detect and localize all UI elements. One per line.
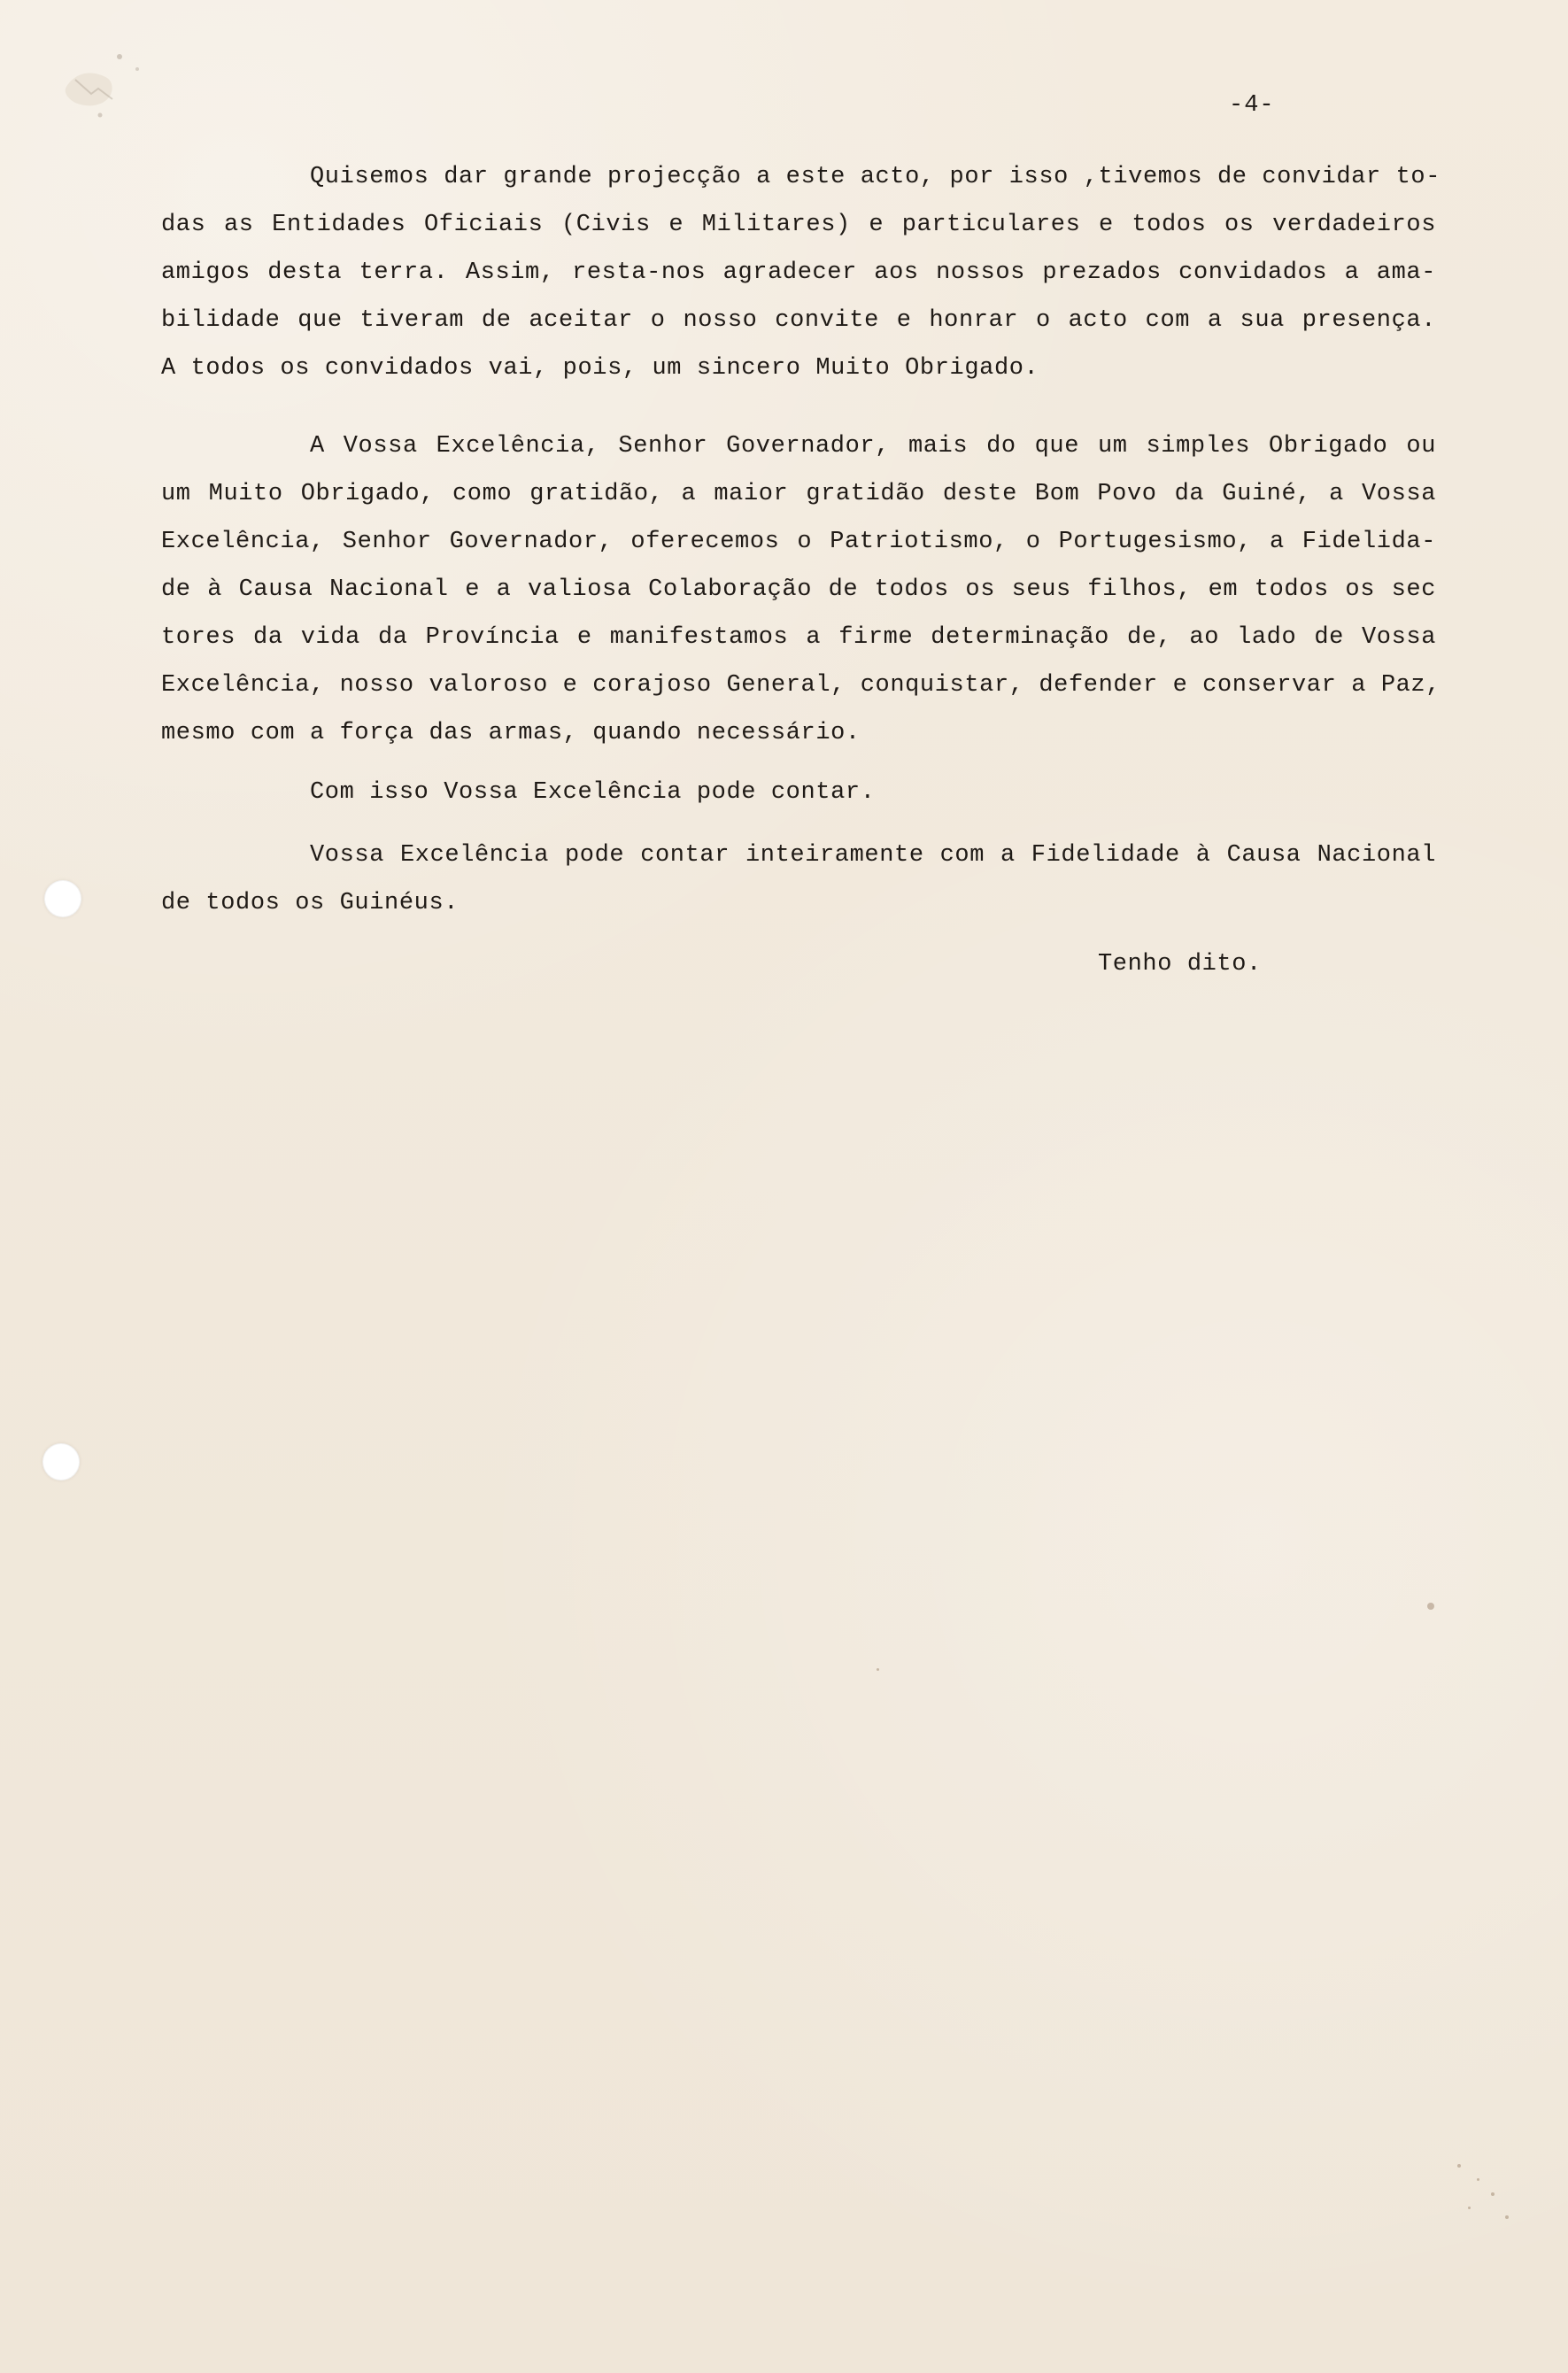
paper-speck [1505,2215,1509,2219]
paragraph-line: Excelência, Senhor Governador, oferecemos o Patriotismo, o Portugesismo, a Fidelida- [161,529,1436,555]
paragraph-2 [161,422,1441,757]
paragraph-3 [161,769,1436,816]
paragraph-line: um Muito Obrigado, como gratidão, a maior gratidão deste Bom Povo da Guiné, a Vossa [161,481,1436,507]
paper-speck [1457,2164,1461,2168]
paragraph-line: Vossa Excelência pode contar inteiramente com a Fidelidade à Causa Nacional [310,842,1436,869]
paragraph-line: das as Entidades Oficiais (Civis e Militares) e particulares e todos os verdadeiros [161,212,1436,238]
paragraph-line: amigos desta terra. Assim, resta-nos agradecer aos nossos prezados convidados a ama- [161,259,1436,286]
corner-stain-mark [49,27,155,133]
paragraph-line: Excelência, nosso valoroso e corajoso General, conquistar, defender e conservar a Paz, [161,672,1441,699]
paper-speck [1491,2192,1495,2196]
punch-hole [44,880,81,917]
signoff: Tenho dito. [1098,951,1262,978]
paper-speck [1468,2207,1471,2209]
paragraph-line: bilidade que tiveram de aceitar o nosso convite e honrar o acto com a sua presença. [161,307,1436,334]
paragraph-4 [161,831,1436,927]
paper-speck [877,1668,879,1671]
paragraph-line: A todos os convidados vai, pois, um sincero Muito Obrigado. [161,355,1039,382]
paragraph-line: A Vossa Excelência, Senhor Governador, mais do que um simples Obrigado ou [310,433,1436,460]
paragraph-line: de todos os Guinéus. [161,890,460,916]
paper-speck [1477,2178,1479,2181]
paragraph-line: Com isso Vossa Excelência pode contar. [310,779,876,806]
punch-hole [42,1443,80,1480]
paragraph-1 [161,153,1441,392]
paragraph-line: Quisemos dar grande projecção a este acto, por isso ,tivemos de convidar to- [310,164,1441,190]
paragraph-line: mesmo com a força das armas, quando necessário. [161,720,861,746]
page-number: -4- [1229,92,1275,119]
paragraph-line: de à Causa Nacional e a valiosa Colaboração de todos os seus filhos, em todos os sec [161,576,1436,603]
paragraph-line: tores da vida da Província e manifestamos a firme determinação de, ao lado de Vossa [161,624,1436,651]
paper-speck [1427,1603,1434,1610]
